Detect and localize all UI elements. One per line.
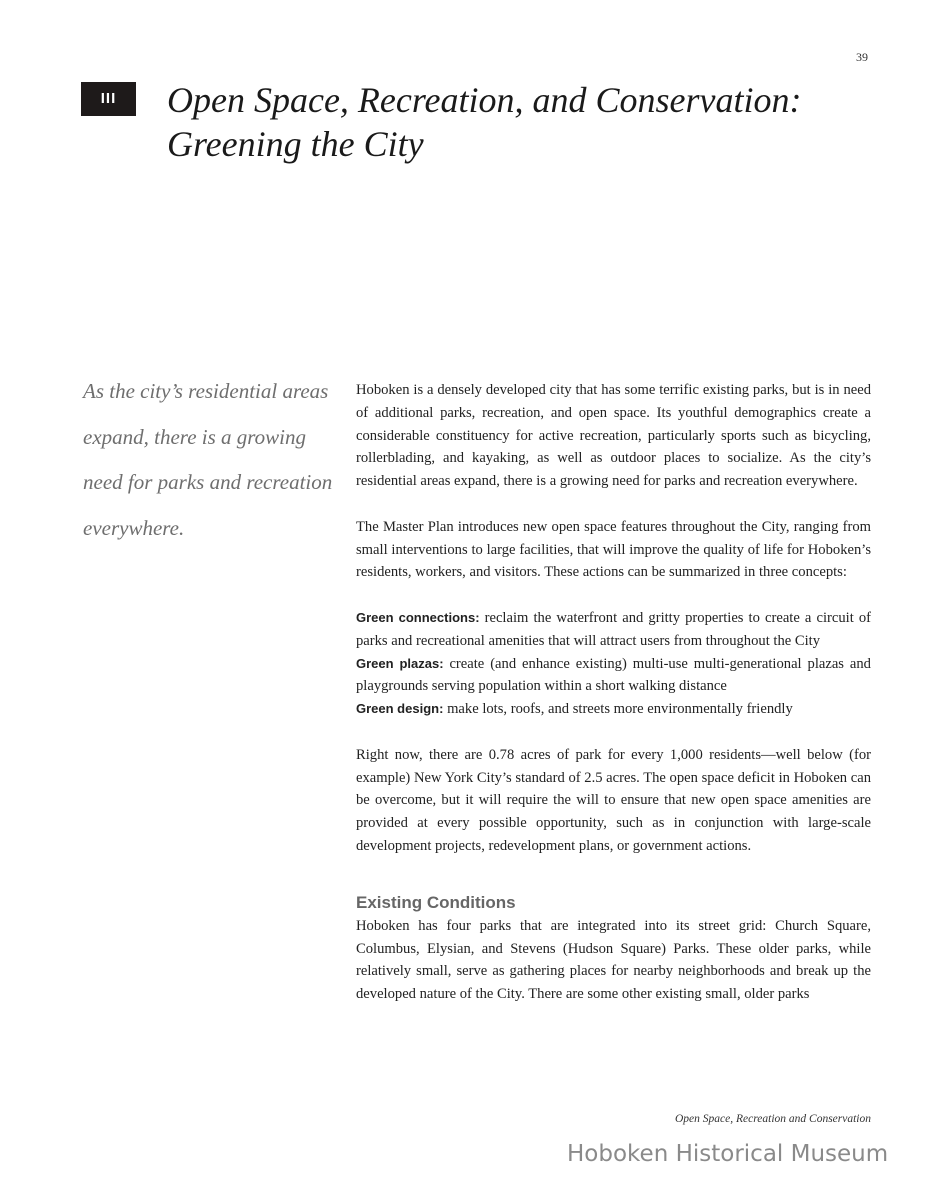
section-marker: III <box>81 82 136 116</box>
pull-quote: As the city’s residential areas expand, there is a growing need for parks and recreation everywhere. <box>83 379 333 540</box>
concept-item: Green plazas: create (and enhance existing) multi-use multi-generational plazas and playgrounds serving population within a short walking distance <box>356 655 871 695</box>
master-plan-paragraph: The Master Plan introduces new open space features throughout the City, ranging from small interventions to large facilities, that will improve the quality of life for Hoboken’s residents, workers, and visitors. These actions can be summarized in three concepts: <box>356 518 871 581</box>
concepts-list <box>356 607 871 721</box>
existing-conditions-paragraph: Hoboken has four parks that are integrated into its street grid: Church Square, Columbus, Elysian, and Stevens (Hudson Square) Parks. These older parks, while relatively small, serve as gathering places for nearby neighborhoods and break up the developed nature of the City. There are some other existing small, older parks <box>356 917 871 1003</box>
page-title <box>167 78 887 166</box>
subheading-existing-conditions: Existing Conditions <box>356 892 516 912</box>
intro-paragraph: Hoboken is a densely developed city that has some terrific existing parks, but is in need of additional parks, recreation, and open space. Its youthful demographics create a considerable constituency for active recreation, particularly sports such as bicycling, rollerblading, and kayaking, as well as outdoor places to socialize. As the city’s residential areas expand, there is a growing need for parks and recreation everywhere. <box>356 382 871 490</box>
watermark: Hoboken Historical Museum <box>567 1141 889 1167</box>
body-column <box>356 379 871 1029</box>
running-footer: Open Space, Recreation and Conservation <box>675 1113 871 1125</box>
acres-paragraph: Right now, there are 0.78 acres of park for every 1,000 residents—well below (for example) New York City’s standard of 2.5 acres. The open space deficit in Hoboken can be overcome, but it will require the will to ensure that new open space amenities are provided at every possible opportunity, such as in conjunction with large-scale development projects, redevelopment plans, or government actions. <box>356 746 871 854</box>
title-line-2: Greening the City <box>167 124 424 164</box>
concept-item: Green connections: reclaim the waterfront and gritty properties to create a circuit of parks and recreational amenities that will attract users from throughout the City <box>356 609 872 649</box>
page-number: 39 <box>856 50 868 64</box>
concept-item: Green design: make lots, roofs, and streets more environmentally friendly <box>356 701 793 718</box>
title-line-1: Open Space, Recreation, and Conservation: <box>167 80 802 120</box>
